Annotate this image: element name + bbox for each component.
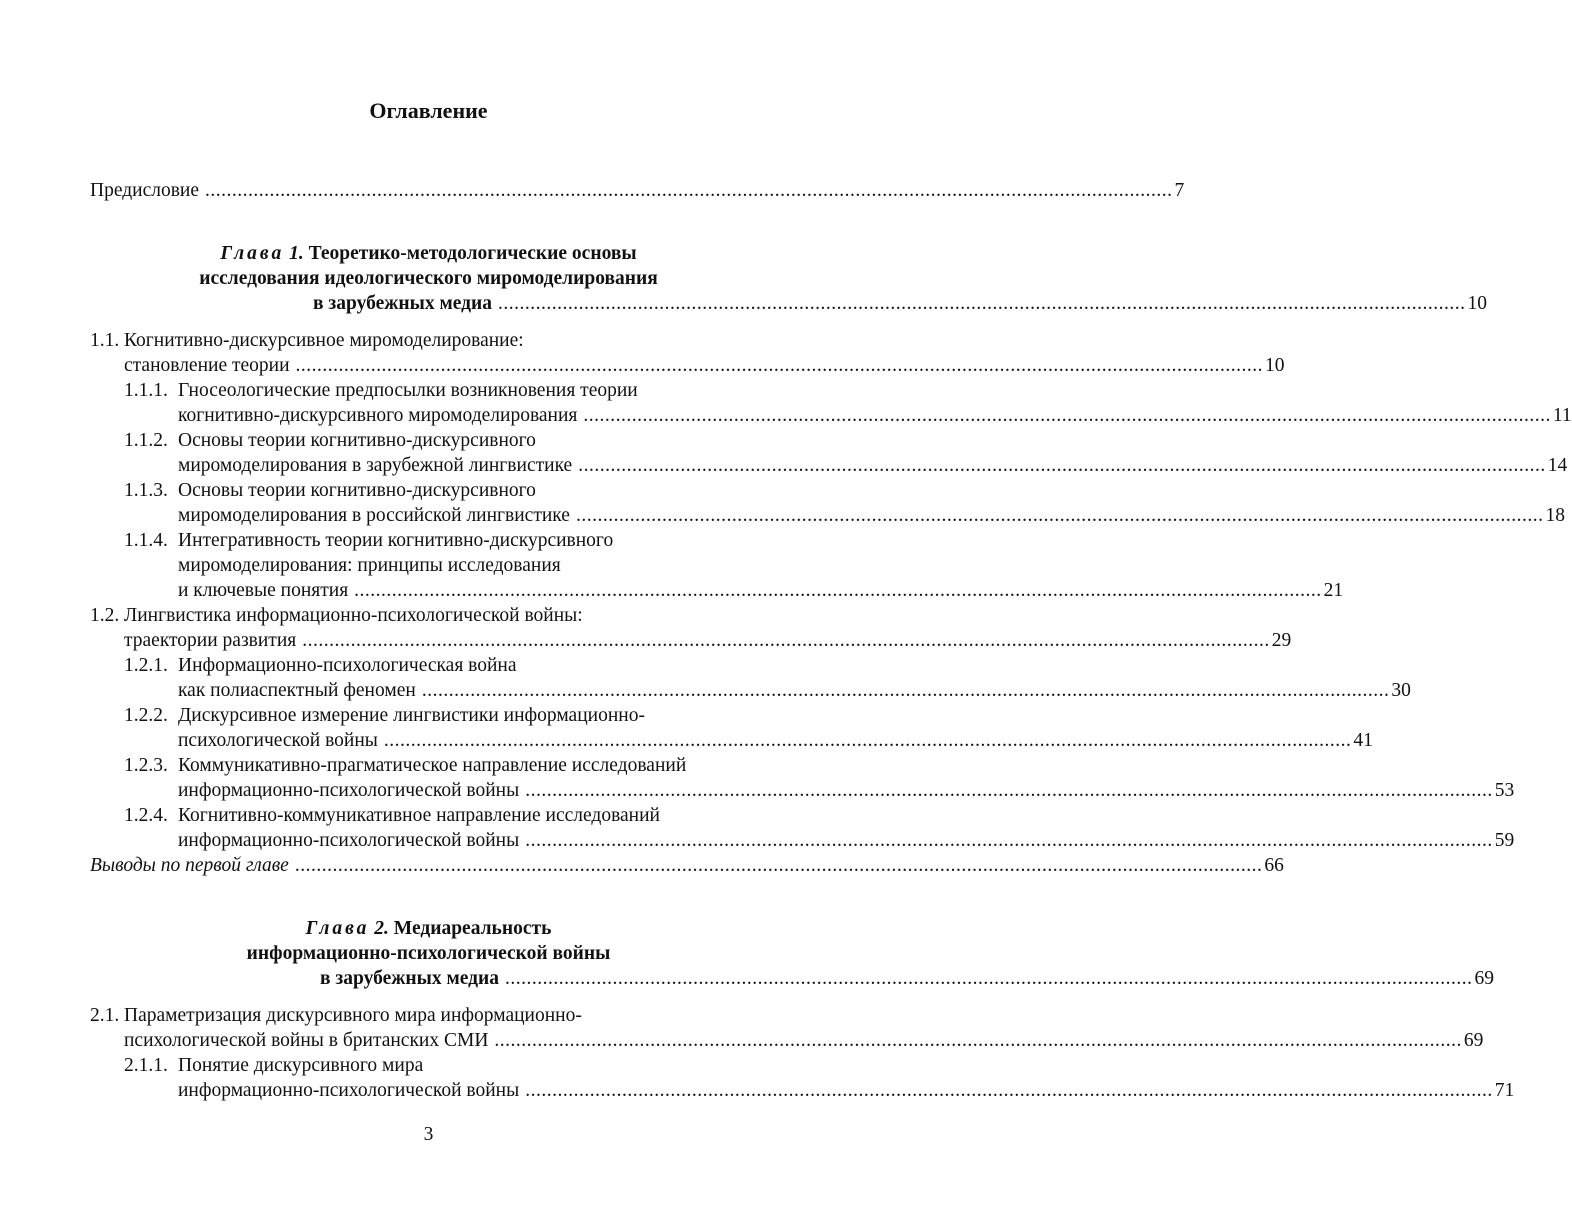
section-number: 1.2.2. xyxy=(124,705,168,726)
section-number: 1.1.2. xyxy=(124,430,168,451)
toc-entry-1-2-2-line1[interactable] xyxy=(124,703,645,728)
leader-dots: .................................................................................................................................................................................... xyxy=(525,830,1493,851)
chapter-title: Теоретико-методологические основы xyxy=(308,243,637,264)
section-number: 1.1. xyxy=(90,330,120,351)
chapter2-heading-line2: информационно-психологической войны xyxy=(246,943,611,964)
entry-label: информационно-психологической войны xyxy=(178,830,520,851)
leader-dots: .................................................................................................................................................................................... xyxy=(302,630,1270,651)
leader-dots: .................................................................................................................................................................................... xyxy=(575,505,1544,526)
toc-entry-1-2-line1[interactable] xyxy=(90,603,583,628)
entry-page: 18 xyxy=(1545,505,1565,526)
entry-label: Коммуникативно-прагматическое направление исследований xyxy=(178,755,687,776)
toc-entry-1-1-4-line2: миромоделирования: принципы исследования xyxy=(178,555,561,576)
entry-label: миромоделирования в российской лингвистике xyxy=(178,505,570,526)
entry-page: 41 xyxy=(1353,730,1373,751)
toc-entry-preface[interactable] xyxy=(90,178,1185,203)
toc-entry-2-1-line1[interactable] xyxy=(90,1003,582,1028)
leader-dots: .................................................................................................................................................................................... xyxy=(583,405,1551,426)
toc-entry-1-2-2[interactable] xyxy=(178,728,1373,753)
toc-entry-1-2-4[interactable] xyxy=(178,828,1515,853)
entry-page: 11 xyxy=(1552,405,1572,426)
chapter-title: Медиареальность xyxy=(393,918,552,939)
section-number: 1.1.1. xyxy=(124,380,168,401)
chapter1-heading-line2: исследования идеологического миромоделирования xyxy=(199,268,658,289)
entry-label: информационно-психологической войны xyxy=(178,1080,520,1101)
entry-page: 69 xyxy=(1474,968,1494,989)
leader-dots: .................................................................................................................................................................................... xyxy=(295,355,1264,376)
entry-label: становление теории xyxy=(124,355,290,376)
toc-entry-1-1-3[interactable] xyxy=(178,503,1565,528)
toc-entry-1-1-1-line1[interactable] xyxy=(124,378,638,403)
leader-dots: .................................................................................................................................................................................... xyxy=(383,730,1352,751)
entry-page: 14 xyxy=(1547,455,1568,476)
section-number: 2.1.1. xyxy=(124,1055,168,1076)
toc-entry-1-1-4[interactable] xyxy=(178,578,1344,603)
toc-entry-1-2-3[interactable] xyxy=(178,778,1515,803)
entry-label: Лингвистика информационно-психологической войны: xyxy=(124,605,583,626)
entry-label: информационно-психологической войны xyxy=(178,780,520,801)
entry-label: миромоделирования в зарубежной лингвистике xyxy=(178,455,573,476)
chapter-word: Глава xyxy=(220,243,285,264)
entry-label: психологической войны xyxy=(178,730,378,751)
leader-dots: .................................................................................................................................................................................... xyxy=(294,855,1263,876)
entry-page: 10 xyxy=(1467,293,1487,314)
toc-entry-chapter1[interactable] xyxy=(313,291,1487,316)
leader-dots: .................................................................................................................................................................................... xyxy=(421,680,1390,701)
leader-dots: .................................................................................................................................................................................... xyxy=(494,1030,1462,1051)
leader-dots: .................................................................................................................................................................................... xyxy=(497,293,1466,314)
entry-label: траектории развития xyxy=(124,630,297,651)
entry-label: и ключевые понятия xyxy=(178,580,349,601)
entry-label: Понятие дискурсивного мира xyxy=(178,1055,424,1076)
leader-dots: .................................................................................................................................................................................... xyxy=(504,968,1473,989)
leader-dots: .................................................................................................................................................................................... xyxy=(525,780,1493,801)
entry-page: 53 xyxy=(1494,780,1515,801)
entry-label: как полиаспектный феномен xyxy=(178,680,416,701)
toc-entry-1-2-1[interactable] xyxy=(178,678,1411,703)
chapter1-heading-line1 xyxy=(0,241,857,266)
entry-label: в зарубежных медиа xyxy=(313,293,492,314)
toc-entry-1-1-4-line1[interactable] xyxy=(124,528,613,553)
entry-label: Когнитивно-коммуникативное направление исследований xyxy=(178,805,660,826)
entry-page: 69 xyxy=(1463,1030,1484,1051)
toc-entry-1-1-line1[interactable] xyxy=(90,328,524,353)
chapter2-heading-line1 xyxy=(0,916,857,941)
toc-entry-conclusions-1[interactable] xyxy=(90,853,1284,878)
chapter-number: 1. xyxy=(289,243,304,264)
section-number: 1.1.4. xyxy=(124,530,168,551)
toc-entry-1-1-2[interactable] xyxy=(178,453,1568,478)
entry-label: Когнитивно-дискурсивное миромоделирование: xyxy=(124,330,524,351)
entry-page: 30 xyxy=(1391,680,1411,701)
entry-label: когнитивно-дискурсивного миромоделирования xyxy=(178,405,578,426)
toc-entry-1-1-1[interactable] xyxy=(178,403,1572,428)
toc-entry-1-2-3-line1[interactable] xyxy=(124,753,686,778)
toc-entry-1-1-2-line1[interactable] xyxy=(124,428,536,453)
leader-dots: .................................................................................................................................................................................... xyxy=(525,1080,1493,1101)
section-number: 1.2.1. xyxy=(124,655,168,676)
entry-label: в зарубежных медиа xyxy=(320,968,499,989)
entry-page: 71 xyxy=(1494,1080,1515,1101)
toc-entry-2-1-1[interactable] xyxy=(178,1078,1515,1103)
leader-dots: .................................................................................................................................................................................... xyxy=(205,180,1173,201)
toc-entry-chapter2[interactable] xyxy=(320,966,1494,991)
entry-label: Параметризация дискурсивного мира информационно- xyxy=(124,1005,582,1026)
section-number: 1.2.4. xyxy=(124,805,168,826)
entry-page: 21 xyxy=(1323,580,1344,601)
entry-label: Основы теории когнитивно-дискурсивного xyxy=(178,480,536,501)
chapter-word: Глава xyxy=(305,918,370,939)
entry-page: 10 xyxy=(1265,355,1285,376)
entry-label: Основы теории когнитивно-дискурсивного xyxy=(178,430,536,451)
section-number: 1.1.3. xyxy=(124,480,168,501)
toc-entry-1-2[interactable] xyxy=(124,628,1292,653)
entry-label: Предисловие xyxy=(90,180,200,201)
leader-dots: .................................................................................................................................................................................... xyxy=(578,455,1546,476)
entry-page: 29 xyxy=(1271,630,1292,651)
entry-label: Гносеологические предпосылки возникновения теории xyxy=(178,380,638,401)
section-number: 1.2.3. xyxy=(124,755,168,776)
chapter-number: 2. xyxy=(374,918,389,939)
toc-entry-1-2-4-line1[interactable] xyxy=(124,803,660,828)
entry-page: 66 xyxy=(1264,855,1284,876)
page-number: 3 xyxy=(423,1124,434,1145)
entry-label: Выводы по первой главе xyxy=(90,855,289,876)
entry-page: 59 xyxy=(1494,830,1515,851)
toc-entry-1-1[interactable] xyxy=(124,353,1285,378)
entry-label: психологической войны в британских СМИ xyxy=(124,1030,489,1051)
toc-entry-2-1-1-line1[interactable] xyxy=(124,1053,423,1078)
toc-entry-1-2-1-line1[interactable] xyxy=(124,653,517,678)
section-number: 1.2. xyxy=(90,605,120,626)
entry-label: Дискурсивное измерение лингвистики информационно- xyxy=(178,705,645,726)
toc-entry-2-1[interactable] xyxy=(124,1028,1484,1053)
entry-page: 7 xyxy=(1174,180,1185,201)
entry-label: Информационно-психологическая война xyxy=(178,655,517,676)
leader-dots: .................................................................................................................................................................................... xyxy=(354,580,1322,601)
toc-entry-1-1-3-line1[interactable] xyxy=(124,478,536,503)
page-title: Оглавление xyxy=(369,98,488,123)
entry-label: Интегративность теории когнитивно-дискурсивного xyxy=(178,530,614,551)
section-number: 2.1. xyxy=(90,1005,120,1026)
